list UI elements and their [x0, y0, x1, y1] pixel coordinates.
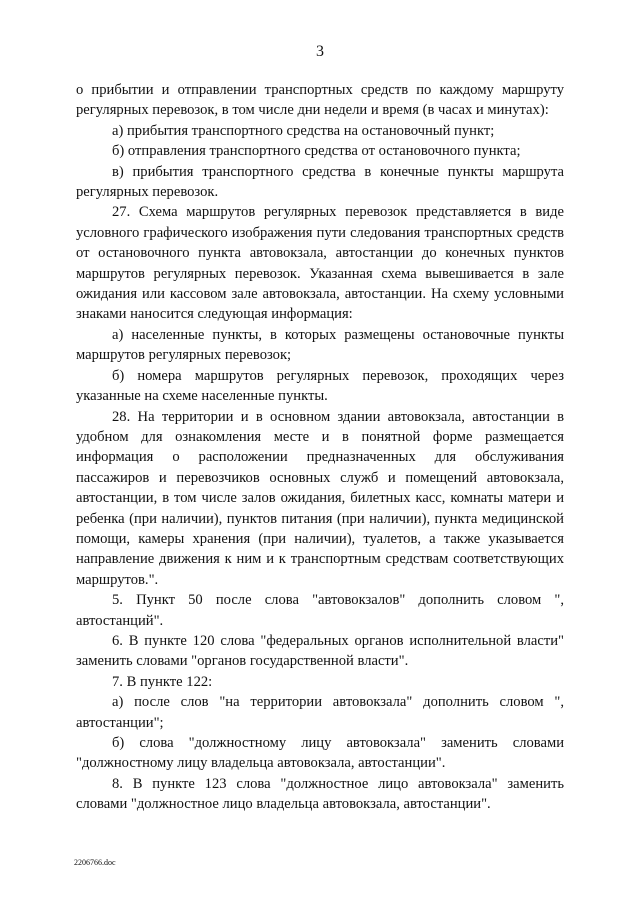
paragraph: б) слова "должностному лицу автовокзала" заменить словами "должностному лицу владельца автовокзала, автостанции". — [76, 735, 564, 772]
paragraph: 27. Схема маршрутов регулярных перевозок представляется в виде условного графического изображения пути следования транспортных средств от остановочного пункта автовокзала, автостанции до конечных пунктов маршрутов регулярных перевозок. Указанная схема вывешивается в зале ожидания или кассовом зале автовокзала, автостанции. На схему условными знаками наносится следующая информация: — [76, 204, 564, 323]
paragraph: о прибытии и отправлении транспортных средств по каждому маршруту регулярных перевозок, в том числе дни недели и время (в часах и минутах): — [76, 82, 564, 119]
paragraph: 5. Пункт 50 после слова "автовокзалов" дополнить словом ", автостанций". — [76, 592, 564, 629]
document-body — [76, 80, 564, 815]
paragraph: 8. В пункте 123 слова "должностное лицо автовокзала" заменить словами "должностное лицо владельца автовокзала, автостанции". — [76, 775, 564, 813]
paragraph: а) населенные пункты, в которых размещены остановочные пункты маршрутов регулярных перевозок; — [76, 326, 564, 364]
file-name-footer: 2206766.doc — [74, 858, 116, 867]
paragraph: 28. На территории и в основном здании автовокзала, автостанции в удобном для ознакомления месте и в понятной форме размещается информация о расположении предназначенных для обслуживания пассажиров и перевозчиков основных служб и помещений автовокзала, автостанции, в том числе залов ожидания, билетных касс, комнаты матери и ребенка (при наличии), пунктов питания (при наличии), пункта медицинской помощи, камеры хранения (при наличии), туалетов, а также указывается направление движения к ним и к транспортным средствам соответствующих маршрутов.". — [76, 408, 564, 588]
paragraph: б) отправления транспортного средства от остановочного пункта; — [112, 143, 521, 160]
paragraph: б) номера маршрутов регулярных перевозок, проходящих через указанные на схеме населенные пункты. — [76, 367, 564, 405]
paragraph: 6. В пункте 120 слова "федеральных органов исполнительной власти" заменить словами "органов государственной власти". — [76, 632, 564, 670]
paragraph: а) прибытия транспортного средства на остановочный пункт; — [112, 122, 495, 139]
paragraph: в) прибытия транспортного средства в конечные пункты маршрута регулярных перевозок. — [76, 163, 564, 201]
paragraph: а) после слов "на территории автовокзала" дополнить словом ", автостанции"; — [76, 694, 564, 731]
paragraph: 7. В пункте 122: — [112, 673, 213, 690]
page-number: 3 — [316, 43, 324, 60]
